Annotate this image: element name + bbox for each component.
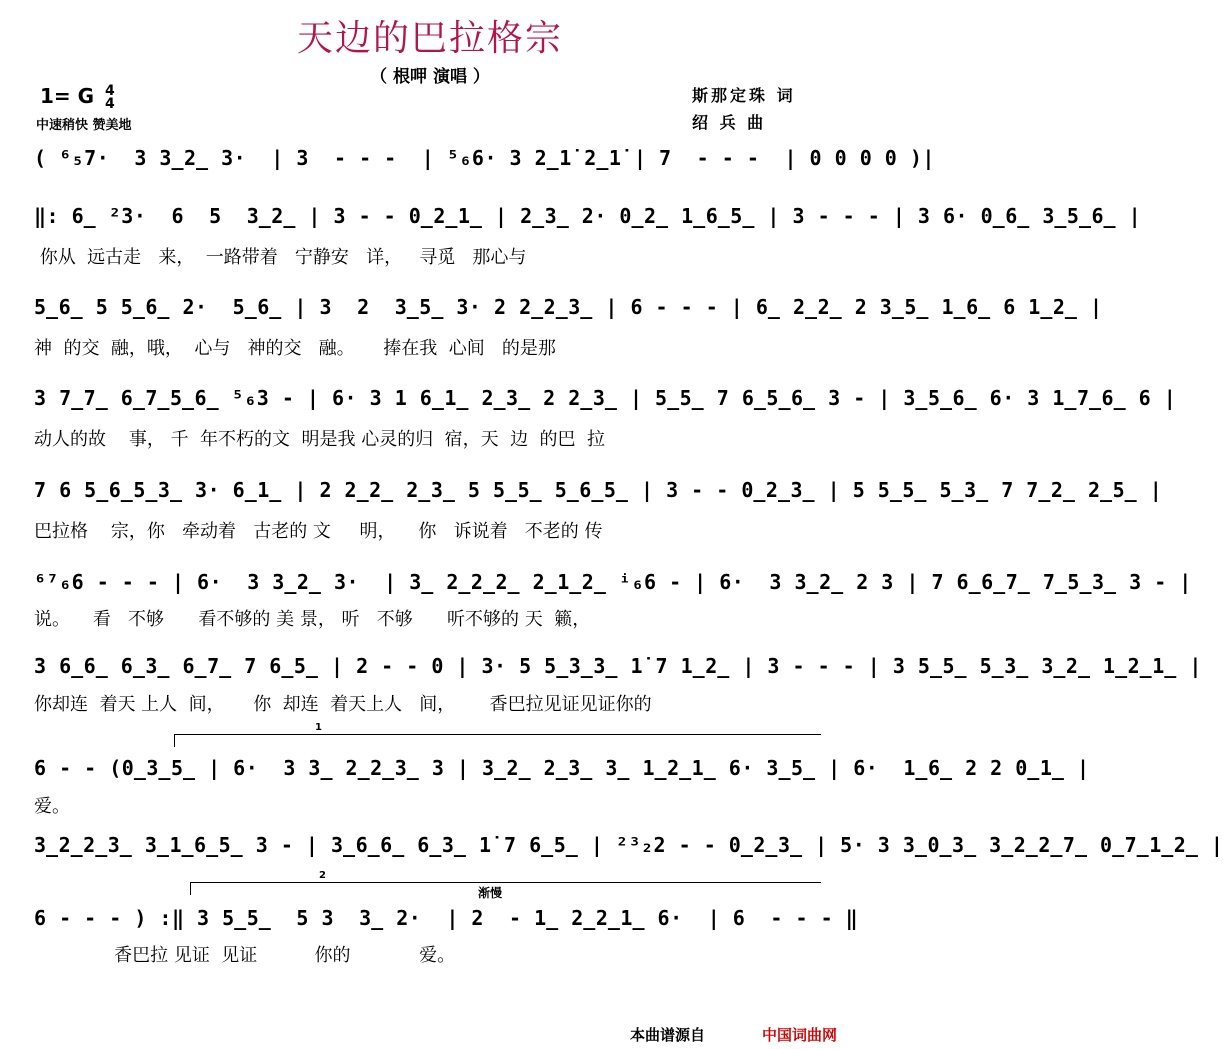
score-system-1: ( ⁶₅7· 3 3̲2̲ 3· | 3 - - - | ⁵₆6· 3 2̲1̇ 2̲1̇ | 7 - - - | 0 0 0 0 )| bbox=[34, 146, 935, 170]
ritardando-marking: 渐慢 bbox=[478, 886, 503, 900]
first-ending-bracket bbox=[174, 722, 821, 747]
score-system-8: 6 - - (0̲3̲5̲ | 6· 3 3̲ 2̲2̲3̲ 3 | 3̲2̲ 2̲3̲ 3̲ 1̲2̲1̲ 6· 3̲5̲ | 6· 1̲6̲ 2 2 0̲1̲ | bbox=[34, 756, 1090, 780]
lyric-line-7: 你却连 着天 上人 间， 你 却连 着天上人 间， 香巴拉见证见证你的 bbox=[34, 694, 652, 715]
score-system-2: ‖: 6̲ ²3· 6 5 3̲2̲ | 3 - - 0̲2̲1̲ | 2̲3̲ 2· 0̲2̲ 1̲6̲5̲ | 3 - - - | 3 6· 0̲6̲ 3̲5̲6̲ | bbox=[34, 204, 1142, 228]
source-label: 本曲谱源自 bbox=[630, 1026, 706, 1044]
second-ending-bracket bbox=[190, 870, 821, 895]
lyric-line-10: 香巴拉 见证 见证 你的 爱。 bbox=[34, 945, 456, 966]
score-system-10: 6 - - - ) :‖ 3 5̲5̲ 5 3 3̲ 2· | 2 - 1̲ 2̲2̲1̲ 6· | 6 - - - ‖ bbox=[34, 906, 859, 930]
source-site-link[interactable]: 中国词曲网 bbox=[762, 1026, 838, 1044]
second-ending-number: 2 bbox=[319, 870, 326, 881]
lyricist-credit: 斯那定珠 词 bbox=[692, 86, 796, 105]
lyric-line-2: 你从 远古走 来， 一路带着 宁静安 详， 寻觅 那心与 bbox=[34, 247, 527, 268]
composer-credit: 绍 兵 曲 bbox=[692, 113, 767, 132]
credits bbox=[692, 82, 796, 136]
lyric-line-8: 爱。 bbox=[34, 796, 70, 817]
tempo-marking: 中速稍快 赞美地 bbox=[36, 118, 132, 133]
key-text: 1= G bbox=[40, 84, 95, 108]
lyric-line-4: 动人的故 事， 千 年不朽的文 明是我 心灵的归 宿，天 边 的巴 拉 bbox=[34, 429, 605, 450]
song-title: 天边的巴拉格宗 bbox=[296, 18, 563, 59]
score-system-9: 3̲2̲2̲3̲ 3̲1̲6̲5̲ 3 - | 3̲6̲6̲ 6̲3̲ 1̇ 7 6̲5̲ | ²³₂2 - - 0̲2̲3̲ | 5· 3 3̲0̲3̲ 3̲2̲2̲7̲ 0̲7̲1̲2̲ | bbox=[34, 833, 1223, 857]
score-system-7: 3 6̲6̲ 6̲3̲ 6̲7̲ 7 6̲5̲ | 2 - - 0 | 3· 5 5̲3̲3̲ 1̇ 7 1̲2̲ | 3 - - - | 3 5̲5̲ 5̲3̲ 3̲2̲ 1̲2̲1̲ | bbox=[34, 654, 1202, 678]
first-ending-number: 1 bbox=[315, 722, 322, 733]
singer-credit: （ 根呷 演唱 ） bbox=[370, 67, 490, 87]
score-system-3: 5̲6̲ 5 5̲6̲ 2· 5̲6̲ | 3 2 3̲5̲ 3· 2 2̲2̲3̲ | 6 - - - | 6̲ 2̲2̲ 2 3̲5̲ 1̲6̲ 6 1̲2̲ | bbox=[34, 295, 1103, 319]
time-signature: 4 4 bbox=[105, 82, 115, 112]
lyric-line-3: 神 的交 融，哦， 心与 神的交 融。 捧在我 心间 的是那 bbox=[34, 338, 556, 359]
score-system-4: 3 7̲7̲ 6̲7̲5̲6̲ ⁵₆3 - | 6· 3 1 6̲1̲ 2̲3̲ 2 2̲3̲ | 5̲5̲ 7 6̲5̲6̲ 3 - | 3̲5̲6̲ 6· 3 1̲7̲6̲ 6 | bbox=[34, 386, 1177, 410]
lyric-line-6: 说。 看 不够 看不够的 美 景， 听 不够 听不够的 天 籁， bbox=[34, 609, 591, 630]
key-signature bbox=[40, 84, 115, 111]
score-system-5: 7 6 5̲6̲5̲3̲ 3· 6̲1̲ | 2 2̲2̲ 2̲3̲ 5 5̲5̲ 5̲6̲5̲ | 3 - - 0̲2̲3̲ | 5 5̲5̲ 5̲3̲ 7 7̲2̲ 2̲5̲ | bbox=[34, 478, 1163, 502]
lyric-line-5: 巴拉格 宗，你 牵动着 古老的 文 明， 你 诉说着 不老的 传 bbox=[34, 521, 603, 542]
score-system-6: ⁶⁷₆6 - - - | 6· 3 3̲2̲ 3· | 3̲ 2̲2̲2̲ 2̲1̲2̲ ⁱ₆6 - | 6· 3 3̲2̲ 2 3 | 7 6̲6̲7̲ 7̲5̲3̲ 3 - | bbox=[34, 570, 1192, 594]
